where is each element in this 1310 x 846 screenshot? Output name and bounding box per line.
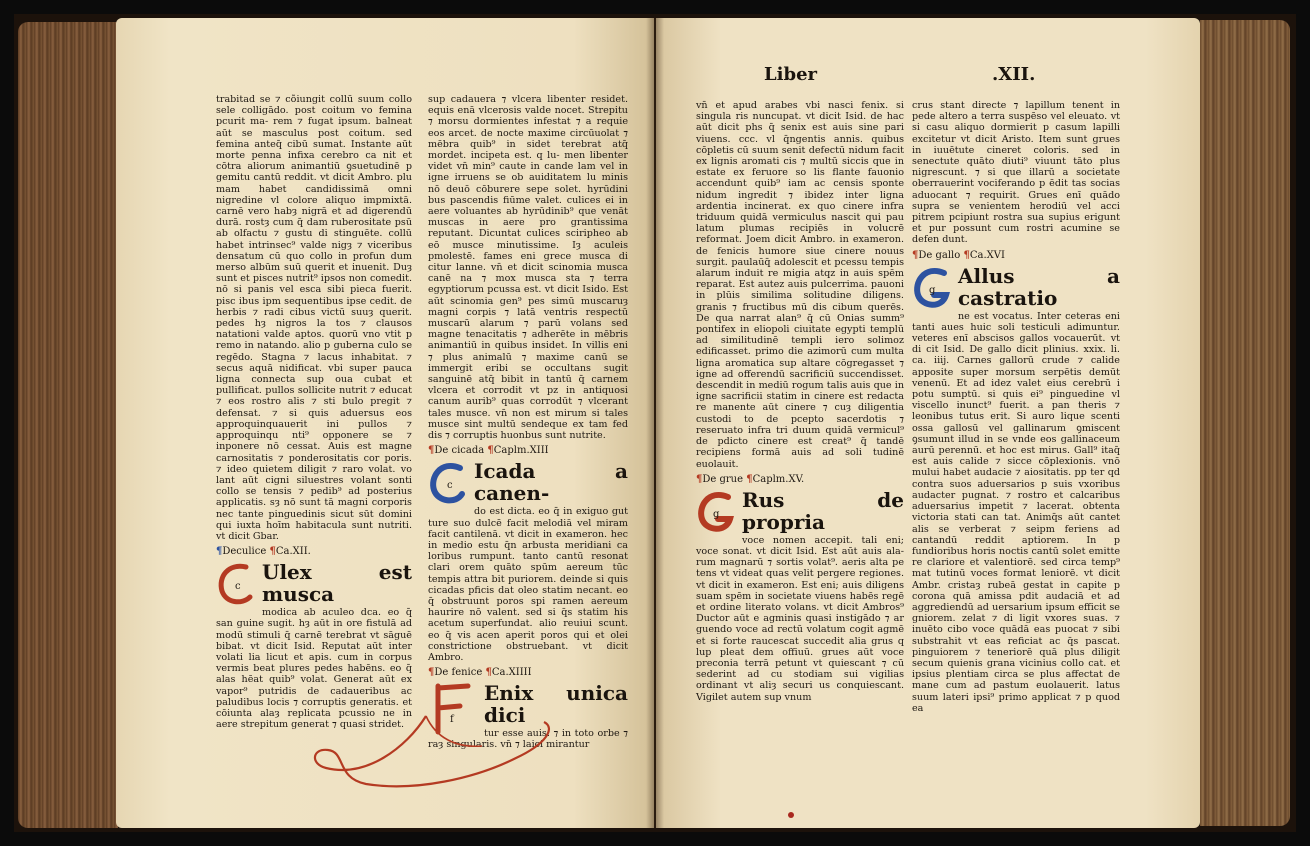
column-text: vn̄ et apud arabes vbi nasci fenix. si singula ris nuncupat. vt dicit Isid. de hac aūt dicit phs q̄ senix est auis sine pari viuens. ccc. vl q̄ngentis annis. quibus cōpletis cū suum senit defectū nidum facit ex lignis aromati cis ⁊ multū siccis que in estate ex feruore so lis flante fauonio accendunt quib⁹ iam ac censis sponte nidum ingredit ⁊ ibidez inter ligna ardentia incinerat. ex quo cinere infra triduum quidā vermiculus nascit qui pau latum plumas recipiēs in volucrē reformat. Joem dicit Ambro. in exameron. de fenicis humore siue cinere nouus surgit. paulaūq̄ adolescit et pcessu tempis alarum induit re migia atqz in auis spēm reparat. Est autez auis pulcerrima. pauoni in plūis similima solitudine diligens. granis ⁊ fructibus mū dis cibum querēs. De qua narrat alan⁹ q̄ cū Onias summ⁹ pontifex in eliopoli ciuitate egypti templū ad similitudinē templi iero solimoz edificasset. primo die azimorū cum multa ligna aromatica sup altare cōgregasset ⁊ igne ad offerendū sacrificiū succendisset. descendit in mediū rogum talis auis que in igne sacrificii statim in cinere est redacta re manente aūt cinere ⁊ cuȝ diligentia custodi to de pcepto sacerdotis ⁊ reseruato infra tri duum quidā vermicul⁹ de pdicto cinere est creat⁹ q̄ tandē recipiens formā auis ad soli tudinē euolauit. xyxy=(696,100,904,470)
column-text: voce nomen accepit. tali eni; voce sonat. vt dicit Isid. Est aūt auis ala‑ rum magnarū ⁊ sortis volat⁹. aeris alta pe tens vt videat quas velit pergere regiones. vt dicit in exameron. Est eni; auis diligens suam spēm in societate viuens habēs regē et ordine literato volans. vt dicit Ambros⁹ Ductor aūt e agminis quasi instigādo ⁊ ar guendo voce ad rectū volatum cogit agmē et si forte raucescat succedit alia grus q lup pleat dem offiuū. grues aūt voce preconia terrā petunt vt quiescant ⁊ cū sederint ad cu stodiam sui vigilias ordinant vt aliȝ securi us conquiescant. Vigilet autem sup vnum xyxy=(696,534,904,703)
chapter-heading xyxy=(216,545,412,558)
column-text: sup cadauera ⁊ vlcera libenter residet. equis enā vlcerosis valde nocet. Strepitu ⁊ morsu dormientes infestat ⁊ a requie eos arcet. de nocte maxime circūuolat ⁊ mēbra quib⁹ in sidet terebrat atq̄ mordet. incipeta est. q lu‑ men libenter videt vn̄ min⁹ caute in cande lam vel in igne irruens se ob auiditatem lu minis nō deuō cōburere sepe solet. hyrūdini bus pascendis fiūme valet. culices ei in aere voluantes ab hyrūdinib⁹ que venāt muscas in aere pro grantissima reputant. Dicuntat culices sciripheo ab eō musce minutissime. Iȝ aculeis pmolestē. fames eni grece musca di citur lanne. vn̄ et dicit scinomia musca canē na ⁊ mox musca sta ⁊ terra egyptiorum pcussa est. vt dicit Isido. Est aūt scinomia gen⁹ pes simū muscaruȝ magni corpis ⁊ latā ventris respectū muscarū alarum ⁊ parū volans sed magne tenacitatis ⁊ adherēte in mēbris animantiū in quibus insidet. In villis eni ⁊ plus animalū ⁊ maxime canū se immergit eribi se occultans sugit sanguinē atq̄ bibit in tantū q̄ carnem vlcera et corrodit vt pz in antiquosi canum aurib⁹ quas corrodūt ⁊ vlcerant tales musce. vn̄ non est mirum si tales musce sint multū sendeque ex tam fed dis ⁊ corruptis huonbus sunt nutrite. xyxy=(428,94,628,442)
right-column-1 xyxy=(696,100,904,760)
column-text: ne est vocatus. Inter ceteras eni tanti aues huic soli testiculi adimuntur. veteres enī abscisos gallos vocauerūt. vt di cit Isid. De gallo dicit plinius. xxix. li. ca. iiij. Carnes gallorū crude ⁊ calide apposite super morsum serpētis demūt venenū. Et ad idez valet eius cerebrū i potu sumptū. si quis ei⁹ pinguedine vl viscello inunct⁹ fuerit. a pan theris ⁊ leonibus tutus erit. Si auro lique scenti ossa gallosū vel gallinarum ꝯmiscent ꝯsumunt illud in se vnde eos gallinaceum aurū perennū. et hoc est mirus. Gall⁹ itaq̄ est auis calide ⁊ sicce cōplexionis. vnō mului habet audacie ⁊ aiositatis. pp ter qd contra suos aduersarios p suis vxoribus audacter pugnat. ⁊ rostro et calcaribus aduersarius impetit ⁊ lacerat. obtenta victoria stati can tat. Animq̄s aūt cantet alis se verberat ⁊ seipm feriens ad cantandū reddit aptiorem. In p fundioribus horis noctis cantū solet emitte re clariore et valentiorē. sed circa temp⁹ mat tutinū voces format leniorē. vt dicit Ambr. cristaȝ rubeā gestat in capite p corona quā amissa pdit audaciā et ad aggrediendū ad uersarium ipsum efficit se gniorem. zelat ⁊ di ligit vxores suas. ⁊ inuēto cibo voce quādā eas puocat ⁊ sibi substrahit vt eas reficiat ac q̄s pascat. pinguiorem ⁊ teneriorē quā plus diligit secum quienis grana vicinius collo cat. et ipsius plentiam circa se plus affectat de mane cum ad pastum euolauerit. latus suum lateri ipsi⁹ primo applicat ⁊ p quod ea xyxy=(912,310,1120,714)
chapter-heading-title: De gallo xyxy=(918,249,961,261)
paragraph-mark-icon: ¶ xyxy=(963,249,970,261)
svg-text:g: g xyxy=(929,284,936,296)
column-text: do est dicta. eo q̄ in exiguo gut ture suo dulcē facit melodiā vel miram facit cantilenā. vt dicit in exameron. hec in medio estu q̄n arbusta meridiani ca loribus rumpunt. tanto cantū resonat clari orem quāto spūm aereum tūc tempis attra bit puriorem. deinde si quis cicadas pficis dat oleo statim necant. eo q̄ obstruunt poros spi ramen aereum haurire nō valent. sed si q̄s statim his acetum superfundat. alio reuiui scunt. eo q̄ vis acen aperit poros qui et olei constrictione obstruebant. vt dicit Ambro. xyxy=(428,506,628,663)
left-column-2 xyxy=(428,94,628,754)
paragraph-mark-icon: ¶ xyxy=(428,667,435,679)
column-text: tur esse auis. ⁊ in toto orbe ⁊ raȝ singularis. vn̄ ⁊ laici mirantur xyxy=(428,728,628,751)
chapter-heading xyxy=(912,249,1120,262)
right-page-edges xyxy=(1200,20,1290,826)
paragraph-mark-icon: ¶ xyxy=(428,445,435,457)
book-gutter xyxy=(646,18,664,828)
column-text: trabitad se ⁊ cõiungit collū suum collo sele colligādo. post coitum vo femina pcurit ma‑ rem ⁊ fugat ipsum. balneat aūt se masculus post coitum. sed femina anteq̄ cibū sumat. Instante aūt morte penna infixa cerebro ca nit et cōtra aliorum animantiū ꝯsuetudinē p gemitu cantū reddit. vt dicit Ambro. plu mam habet candidissimā omni nigredine vl colore aliquo impmixtā. carnē vero habȝ nigrā et ad digerendū durā. rostȝ cum q̄ dam ruberositate psū ab olfactu ⁊ gustu di stinguēte. collū habet intrinsec⁹ valde nigȝ ⁊ viceribus densatum cū quo collo in profun dum merso albūm suū querit et inuenit. Duȝ sunt et pisces nutrit⁹ ipsos non comedit. nō si panis vel esca sibi pieca fuerit. pisc ibus ipm sequentibus ipse cedit. de herbis ⁊ radi cibus victū suuȝ querit. pedes hȝ nigros la tos ⁊ clausos natationi valde aptos. quorū vno vtit p remo in natando. alio p guberna culo se regēdo. Stagna ⁊ lacus inhabitat. ⁊ secus aquā nidificat. vbi super pauca ligna connecta sup oua cubat et pullificat. pullos sollicite nutrit ⁊ educat ⁊ eos rostro alis ⁊ sti bulo pregit ⁊ defensat. ⁊ si quis aduersus eos approquinquauerit ini pullos ⁊ approquinqu nti⁹ opponere se ⁊ inponere nō cessat. Auis est magne carnositatis ⁊ ponderositatis cor poris. ⁊ ideo quietem diligit ⁊ raro volat. vo lant aūt cigni siluestres volant sonti collo se tensis ⁊ pedib⁹ ad posterius applicatis. sȝ nō sunt tā magni corporis nec tante pinguedinis sicut sūt domini qui iuxta hoīm habitacula sunt nutriti. vt dicit Gbar. xyxy=(216,94,412,542)
paragraph-mark-icon: ¶ xyxy=(269,546,276,558)
chapter-heading xyxy=(428,666,628,679)
column-text: modica ab aculeo dca. eo q̄ san guine sugit. hȝ aūt in ore fistulā ad modū stimuli q̄ carnē terebrat vt sāguē bibat. vt dicit Isid. Reputat aūt inter volati lia licut et apis. cum in corpus vermis beat plures pedes habēns. eo q̄ alas hēat quib⁹ volat. Generat aūt ex vapor⁹ putridis de cadaueribus ac paludibus locis ⁊ corruptis generatis. et cōiunta alaȝ replicata pcussio ne in aere strepitum generat ⁊ quasi stridet. xyxy=(216,607,412,731)
right-column-2 xyxy=(912,100,1120,760)
initial-c-icon xyxy=(216,561,258,607)
paragraph-mark-icon: ¶ xyxy=(696,473,703,485)
initial-letter-blue xyxy=(428,460,470,506)
chapter-heading-title: De cicada xyxy=(434,445,485,457)
svg-text:g: g xyxy=(713,508,720,520)
chapter-heading-number: Caplm.XV. xyxy=(752,473,805,485)
left-page xyxy=(116,18,654,828)
chapter-heading xyxy=(696,473,904,486)
section-title: Icada a canen‑ xyxy=(474,459,628,506)
svg-text:c: c xyxy=(235,581,241,593)
section-title: Enix unica dici xyxy=(484,681,628,728)
paragraph-mark-icon: ¶ xyxy=(487,445,494,457)
chapter-heading-number: Ca.XVI xyxy=(969,249,1005,261)
initial-letter-red xyxy=(216,561,258,607)
chapter-heading-number: Ca.XII. xyxy=(275,546,311,558)
chapter-heading xyxy=(428,444,628,457)
section-title: Rus de propria xyxy=(742,487,904,534)
svg-text:f: f xyxy=(450,714,454,726)
initial-g-icon xyxy=(696,489,738,535)
initial-letter-blue xyxy=(912,265,954,311)
section-title: Allus a castratio xyxy=(958,263,1120,310)
running-head-right: .XII. xyxy=(992,64,1036,85)
paragraph-mark-icon: ¶ xyxy=(912,249,919,261)
left-page-edges xyxy=(18,22,118,828)
svg-text:c: c xyxy=(447,480,453,492)
column-text: crus stant directe ⁊ lapillum tenent in pede altero a terra suspēso vel eleuato. vt si casu aliquo dormierit p casum lapilli excitetur vt dicit Aristo. Item sunt grues in iuuētute cineret coloris. sed in senectute quāto diuti⁹ viuunt tāto plus nigrescunt. ⁊ si que illarū a societate oberrauerint vociferando p ēdit tas socias aduocant ⁊ requirit. Grues enī quādo supra se venientem herodiū vel acci pitrem pcipiunt rostra sua supius erigunt et pur possunt cum rostri acumine se defen dunt. xyxy=(912,100,1120,246)
chapter-heading-title: Deculice xyxy=(222,546,267,558)
running-head-left: Liber xyxy=(764,64,818,85)
chapter-heading-title: De grue xyxy=(702,473,744,485)
chapter-heading-title: De fenice xyxy=(434,667,483,679)
initial-letter-red xyxy=(696,489,738,535)
initial-g-icon xyxy=(912,265,954,311)
red-flourish-icon xyxy=(306,708,566,798)
initial-c-icon xyxy=(428,460,470,506)
paragraph-mark-icon: ¶ xyxy=(216,546,223,558)
paragraph-mark-icon: ¶ xyxy=(485,667,492,679)
chapter-heading-number: Caplm.XIII xyxy=(493,445,549,457)
left-column-1 xyxy=(216,94,412,731)
right-page xyxy=(656,18,1200,828)
section-title: Ulex est musca xyxy=(262,560,412,607)
paragraph-mark-icon: ¶ xyxy=(746,473,753,485)
red-dot-mark xyxy=(788,812,794,818)
chapter-heading-number: Ca.XIIII xyxy=(491,667,532,679)
